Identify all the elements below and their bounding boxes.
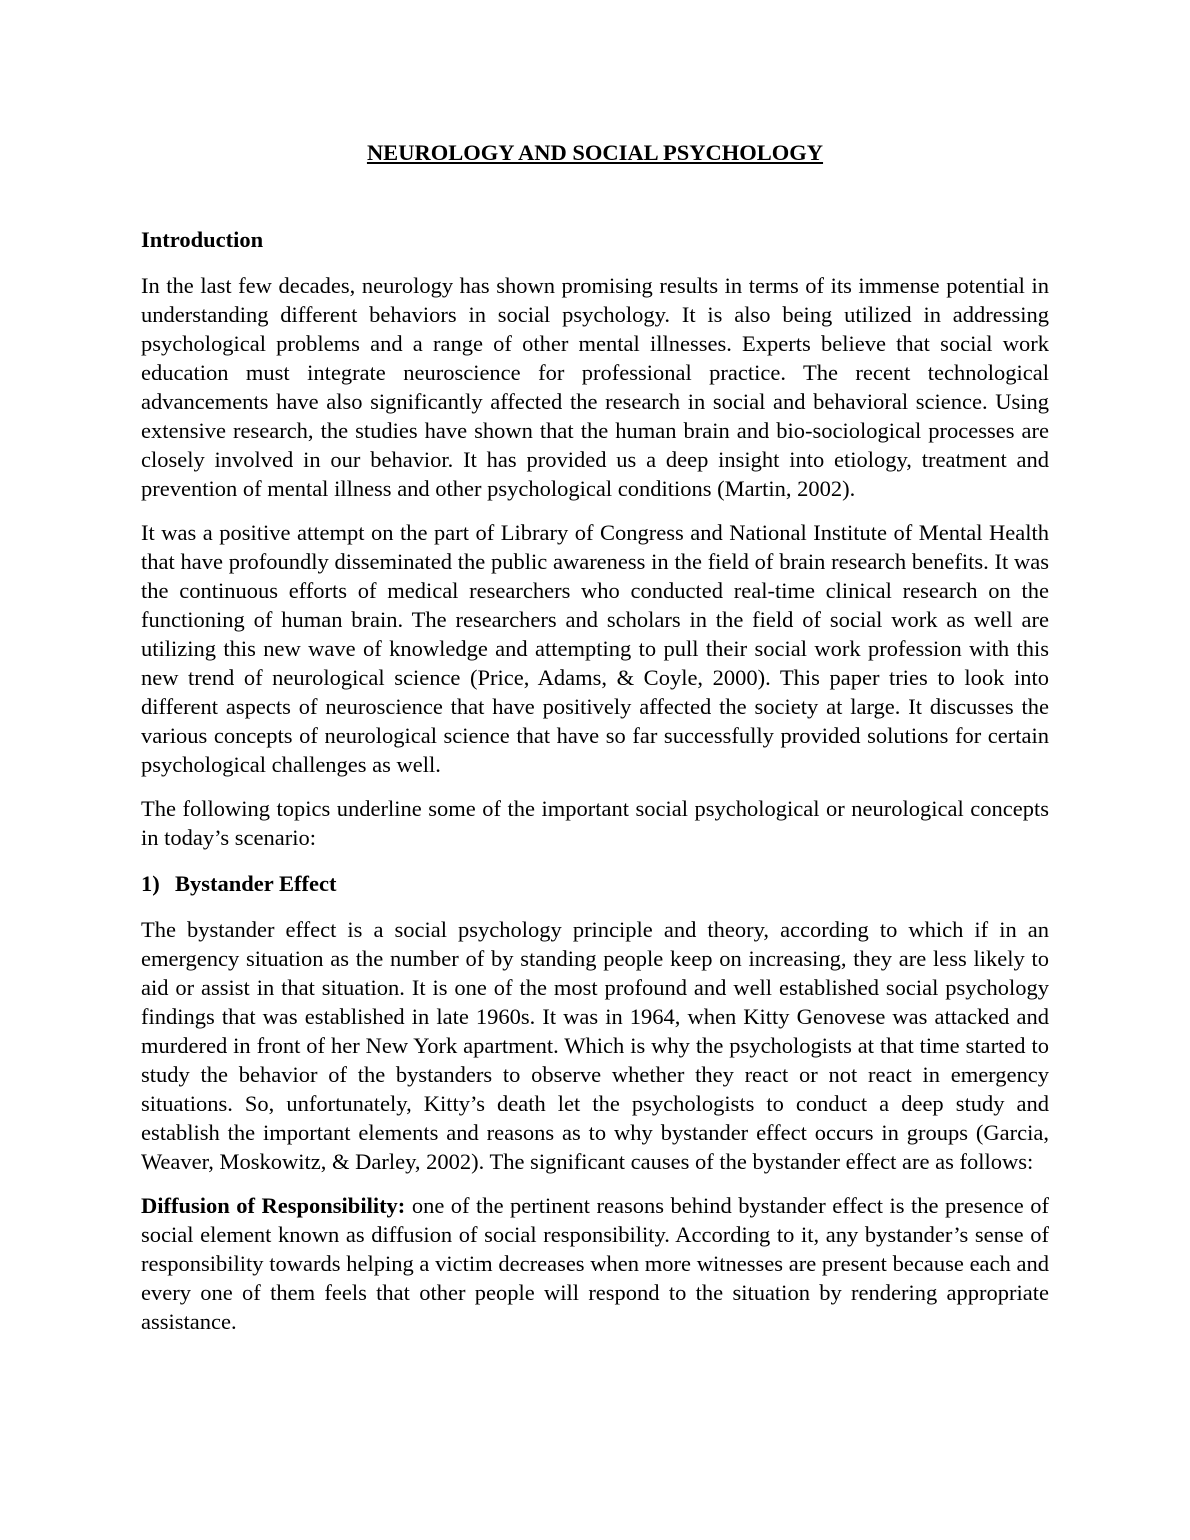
diffusion-paragraph bbox=[141, 1191, 1049, 1336]
section-1-number: 1) bbox=[141, 871, 160, 896]
diffusion-label: Diffusion of Responsibility: bbox=[141, 1193, 406, 1218]
diffusion-text: one of the pertinent reasons behind bystander effect is the presence of social element known as diffusion of social responsibility. According to it, any bystander’s sense of responsibility towards helping a victim decreases when more witnesses are present because each and every one of them feels that other people will respond to the situation by rendering appropriate assistance. bbox=[141, 1193, 1049, 1334]
intro-paragraph-3: The following topics underline some of the important social psychological or neurological concepts in today’s scenario: bbox=[141, 796, 1049, 850]
section-1-title: Bystander Effect bbox=[175, 871, 337, 896]
document-title: NEUROLOGY AND SOCIAL PSYCHOLOGY bbox=[366, 140, 824, 165]
bystander-paragraph: The bystander effect is a social psychology principle and theory, according to which if in an emergency situation as the number of by standing people keep on increasing, they are less likely to aid or assist in that situation. It is one of the most profound and well established social psychology findings that was established in late 1960s. It was in 1964, when Kitty Genovese was attacked and murdered in front of her New York apartment. Which is why the psychologists at that time started to study the behavior of the bystanders to observe whether they react or not react in emergency situations. So, unfortunately, Kitty’s death let the psychologists to conduct a deep study and establish the important elements and reasons as to why bystander effect occurs in groups (Garcia, Weaver, Moskowitz, & Darley, 2002). The significant causes of the bystander effect are as follows: bbox=[141, 917, 1049, 1174]
introduction-heading: Introduction bbox=[141, 227, 264, 252]
document-page bbox=[141, 138, 1049, 1336]
intro-paragraph-2: It was a positive attempt on the part of Library of Congress and National Institute of Mental Health that have profoundly disseminated the public awareness in the field of brain research benefits. It was the continuous efforts of medical researchers who conducted real-time clinical research on the functioning of human brain. The researchers and scholars in the field of social work as well are utilizing this new wave of knowledge and attempting to pull their social work profession with this new trend of neurological science (Price, Adams, & Coyle, 2000). This paper tries to look into different aspects of neuroscience that have positively affected the society at large. It discusses the various concepts of neurological science that have so far successfully provided solutions for certain psychological challenges as well. bbox=[141, 520, 1049, 777]
intro-paragraph-1: In the last few decades, neurology has shown promising results in terms of its immense potential in understanding different behaviors in social psychology. It is also being utilized in addressing psychological problems and a range of other mental illnesses. Experts believe that social work education must integrate neuroscience for professional practice. The recent technological advancements have also significantly affected the research in social and behavioral science. Using extensive research, the studies have shown that the human brain and bio-sociological processes are closely involved in our behavior. It has provided us a deep insight into etiology, treatment and prevention of mental illness and other psychological conditions (Martin, 2002). bbox=[141, 273, 1049, 501]
section-1-heading bbox=[141, 869, 1049, 899]
